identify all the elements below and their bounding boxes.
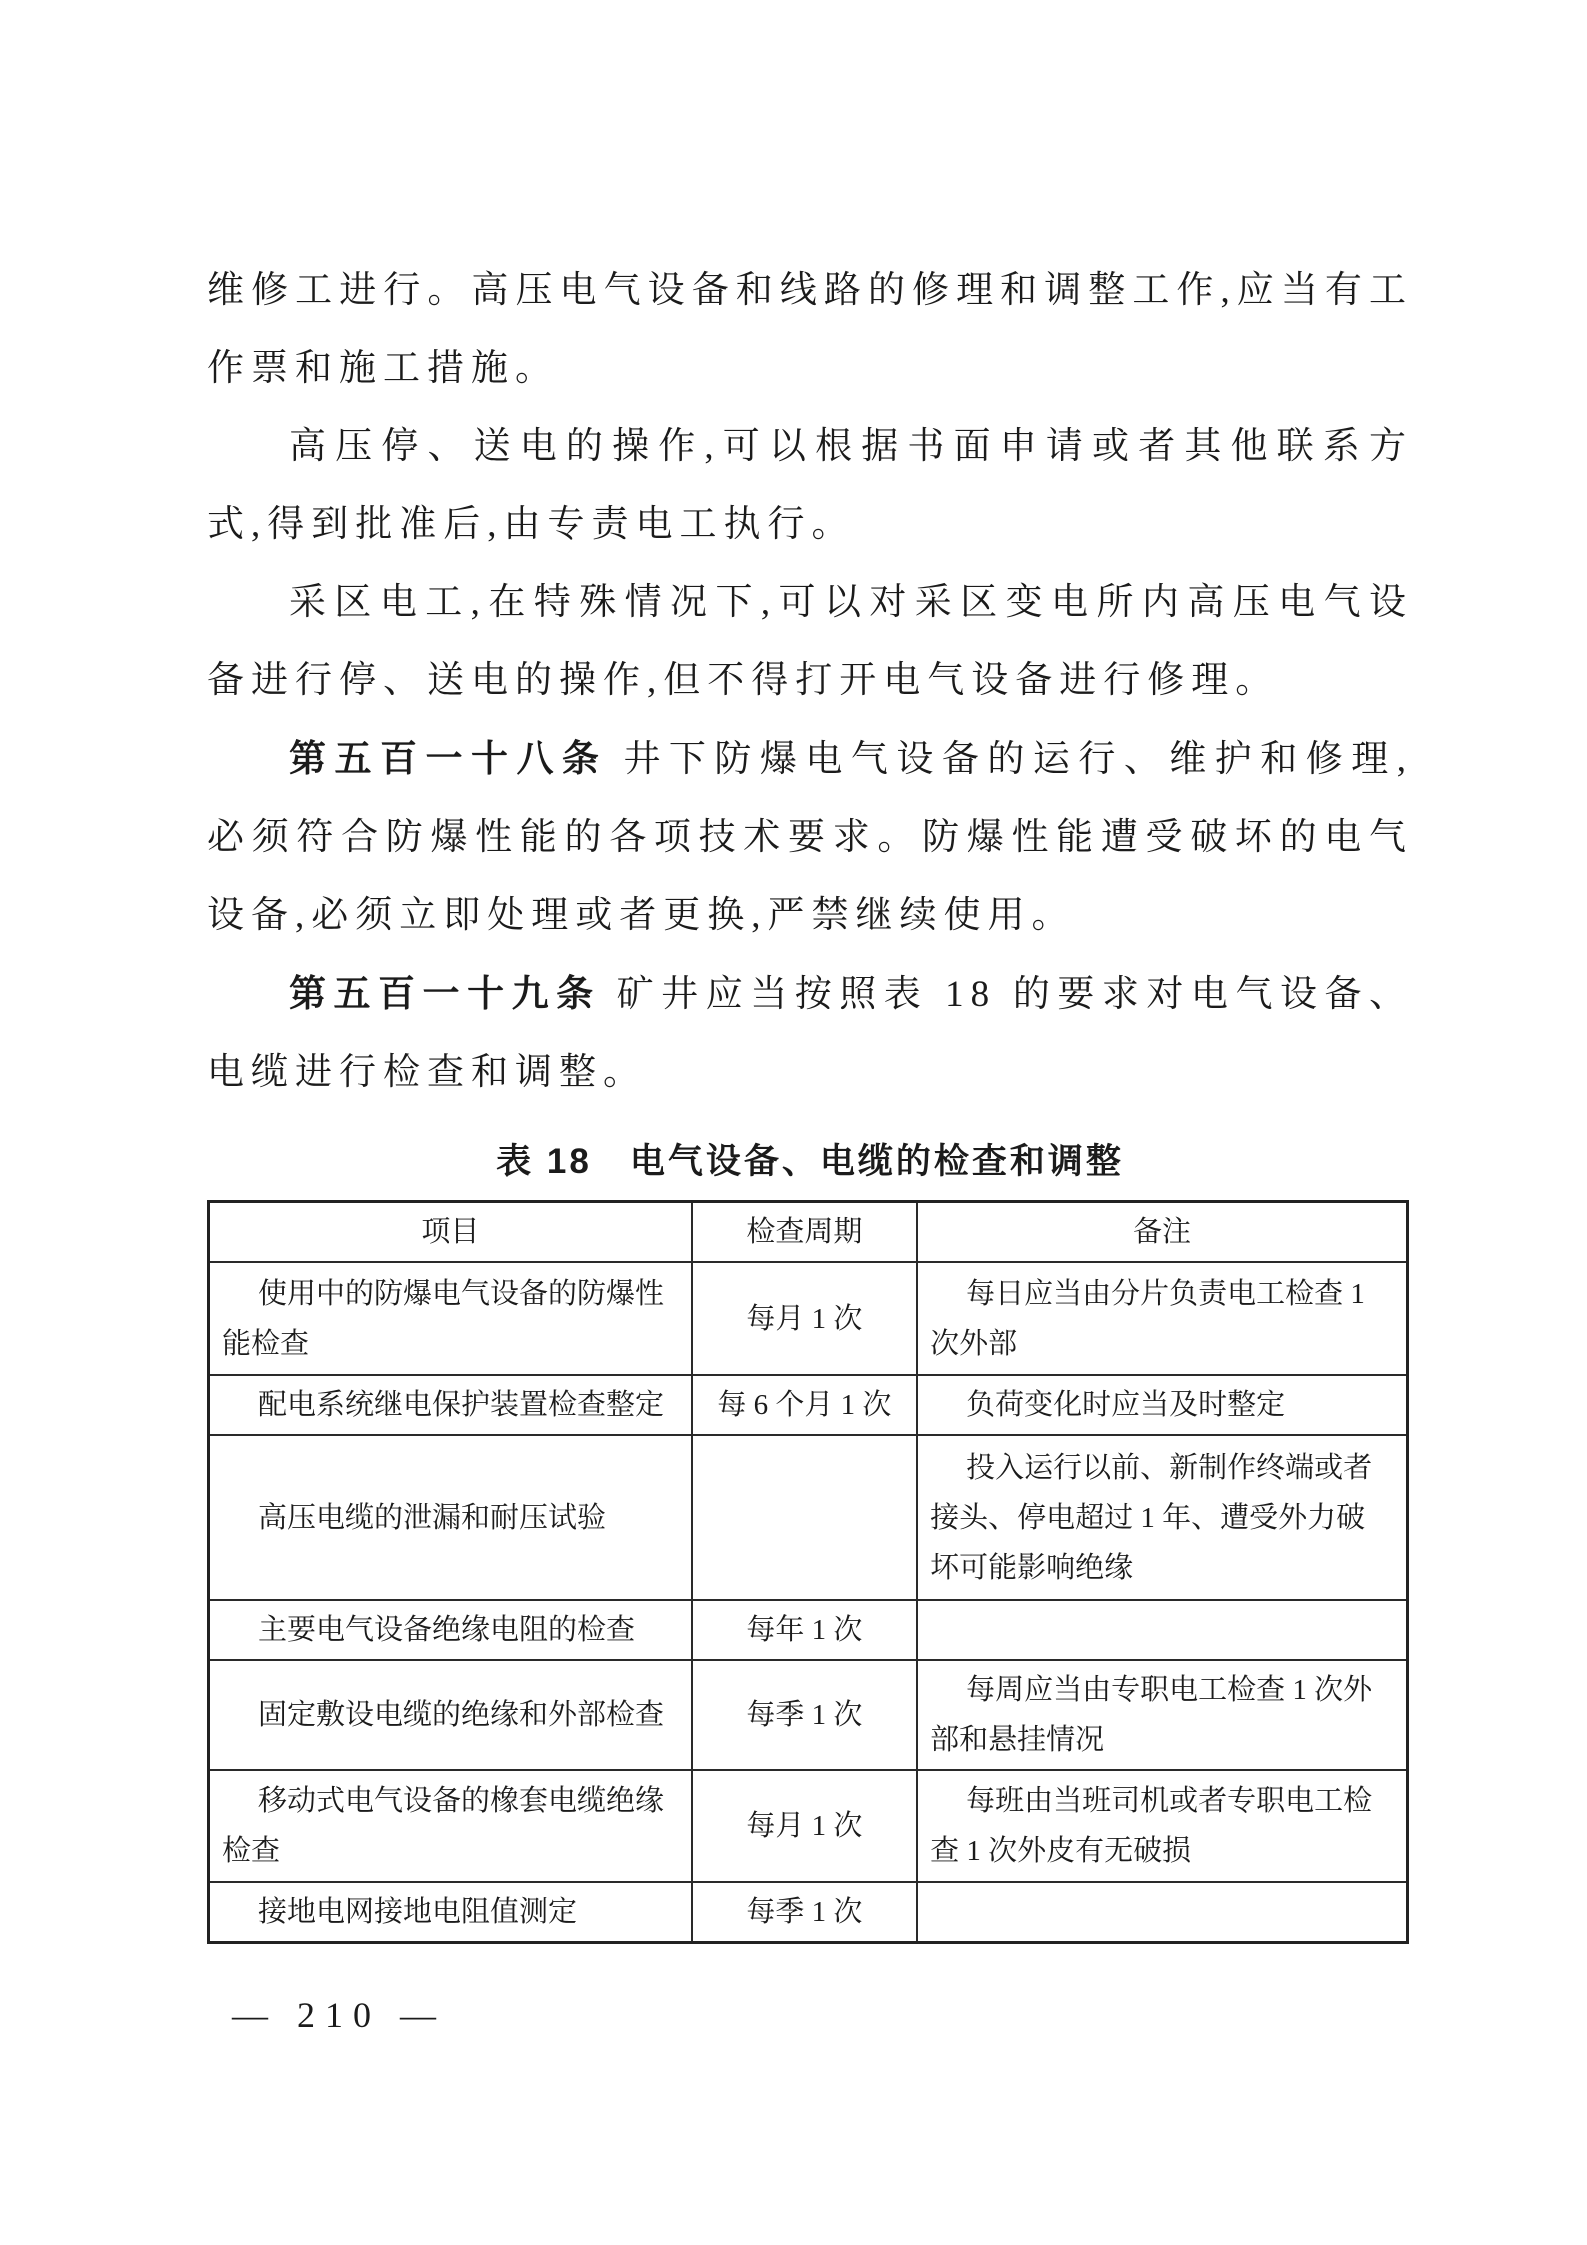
cell-item: 固定敷设电缆的绝缘和外部检查 <box>209 1660 692 1770</box>
table-row <box>209 1770 1408 1882</box>
article-number: 第五百一十九条 <box>289 973 601 1014</box>
body-paragraph: 高压停、送电的操作,可以根据书面申请或者其他联系方式,得到批准后,由专责电工执行。 <box>207 426 1413 545</box>
table-row <box>209 1660 1408 1770</box>
cell-remark: 每日应当由分片负责电工检查 1 次外部 <box>917 1262 1407 1375</box>
header-remark: 备注 <box>917 1202 1407 1263</box>
cell-item: 高压电缆的泄漏和耐压试验 <box>209 1435 692 1600</box>
article-number: 第五百一十八条 <box>289 738 608 779</box>
cell-period: 每月 1 次 <box>692 1262 917 1375</box>
page-number: — 210 — <box>232 1995 446 2035</box>
table-row <box>209 1882 1408 1943</box>
body-paragraph: 维修工进行。高压电气设备和线路的修理和调整工作,应当有工作票和施工措施。 <box>207 270 1413 389</box>
cell-remark: 投入运行以前、新制作终端或者接头、停电超过 1 年、遭受外力破坏可能影响绝缘 <box>917 1435 1407 1600</box>
cell-item: 主要电气设备绝缘电阻的检查 <box>209 1600 692 1660</box>
table-row <box>209 1600 1408 1660</box>
cell-item: 接地电网接地电阻值测定 <box>209 1882 692 1943</box>
cell-remark <box>917 1600 1407 1660</box>
table-row <box>209 1375 1408 1435</box>
table-row <box>209 1262 1408 1375</box>
cell-remark <box>917 1882 1407 1943</box>
inspection-table <box>207 1200 1409 1944</box>
page-content <box>207 252 1413 1944</box>
table-body <box>209 1262 1408 1943</box>
header-item: 项目 <box>209 1202 692 1263</box>
cell-remark: 每班由当班司机或者专职电工检查 1 次外皮有无破损 <box>917 1770 1407 1882</box>
cell-period: 每季 1 次 <box>692 1882 917 1943</box>
body-paragraph: 采区电工,在特殊情况下,可以对采区变电所内高压电气设备进行停、送电的操作,但不得打开电气设备进行修理。 <box>207 582 1413 701</box>
cell-period: 每 6 个月 1 次 <box>692 1375 917 1435</box>
cell-item: 移动式电气设备的橡套电缆绝缘检查 <box>209 1770 692 1882</box>
cell-item: 使用中的防爆电气设备的防爆性能检查 <box>209 1262 692 1375</box>
table-header-row <box>209 1202 1408 1263</box>
header-period: 检查周期 <box>692 1202 917 1263</box>
cell-period: 每年 1 次 <box>692 1600 917 1660</box>
paragraphs <box>207 252 1413 1112</box>
body-paragraph: 第五百一十九条 矿井应当按照表 18 的要求对电气设备、电缆进行检查和调整。 <box>207 973 1414 1093</box>
cell-remark: 负荷变化时应当及时整定 <box>917 1375 1407 1435</box>
cell-period <box>692 1435 917 1600</box>
cell-remark: 每周应当由专职电工检查 1 次外部和悬挂情况 <box>917 1660 1407 1770</box>
table-row <box>209 1435 1408 1600</box>
table-caption: 表 18 电气设备、电缆的检查和调整 <box>496 1142 1124 1181</box>
cell-item: 配电系统继电保护装置检查整定 <box>209 1375 692 1435</box>
table-header <box>209 1202 1408 1263</box>
cell-period: 每月 1 次 <box>692 1770 917 1882</box>
cell-period: 每季 1 次 <box>692 1660 917 1770</box>
body-paragraph: 第五百一十八条 井下防爆电气设备的运行、维护和修理,必须符合防爆性能的各项技术要求。防爆性能遭受破坏的电气设备,必须立即处理或者更换,严禁继续使用。 <box>207 738 1414 936</box>
